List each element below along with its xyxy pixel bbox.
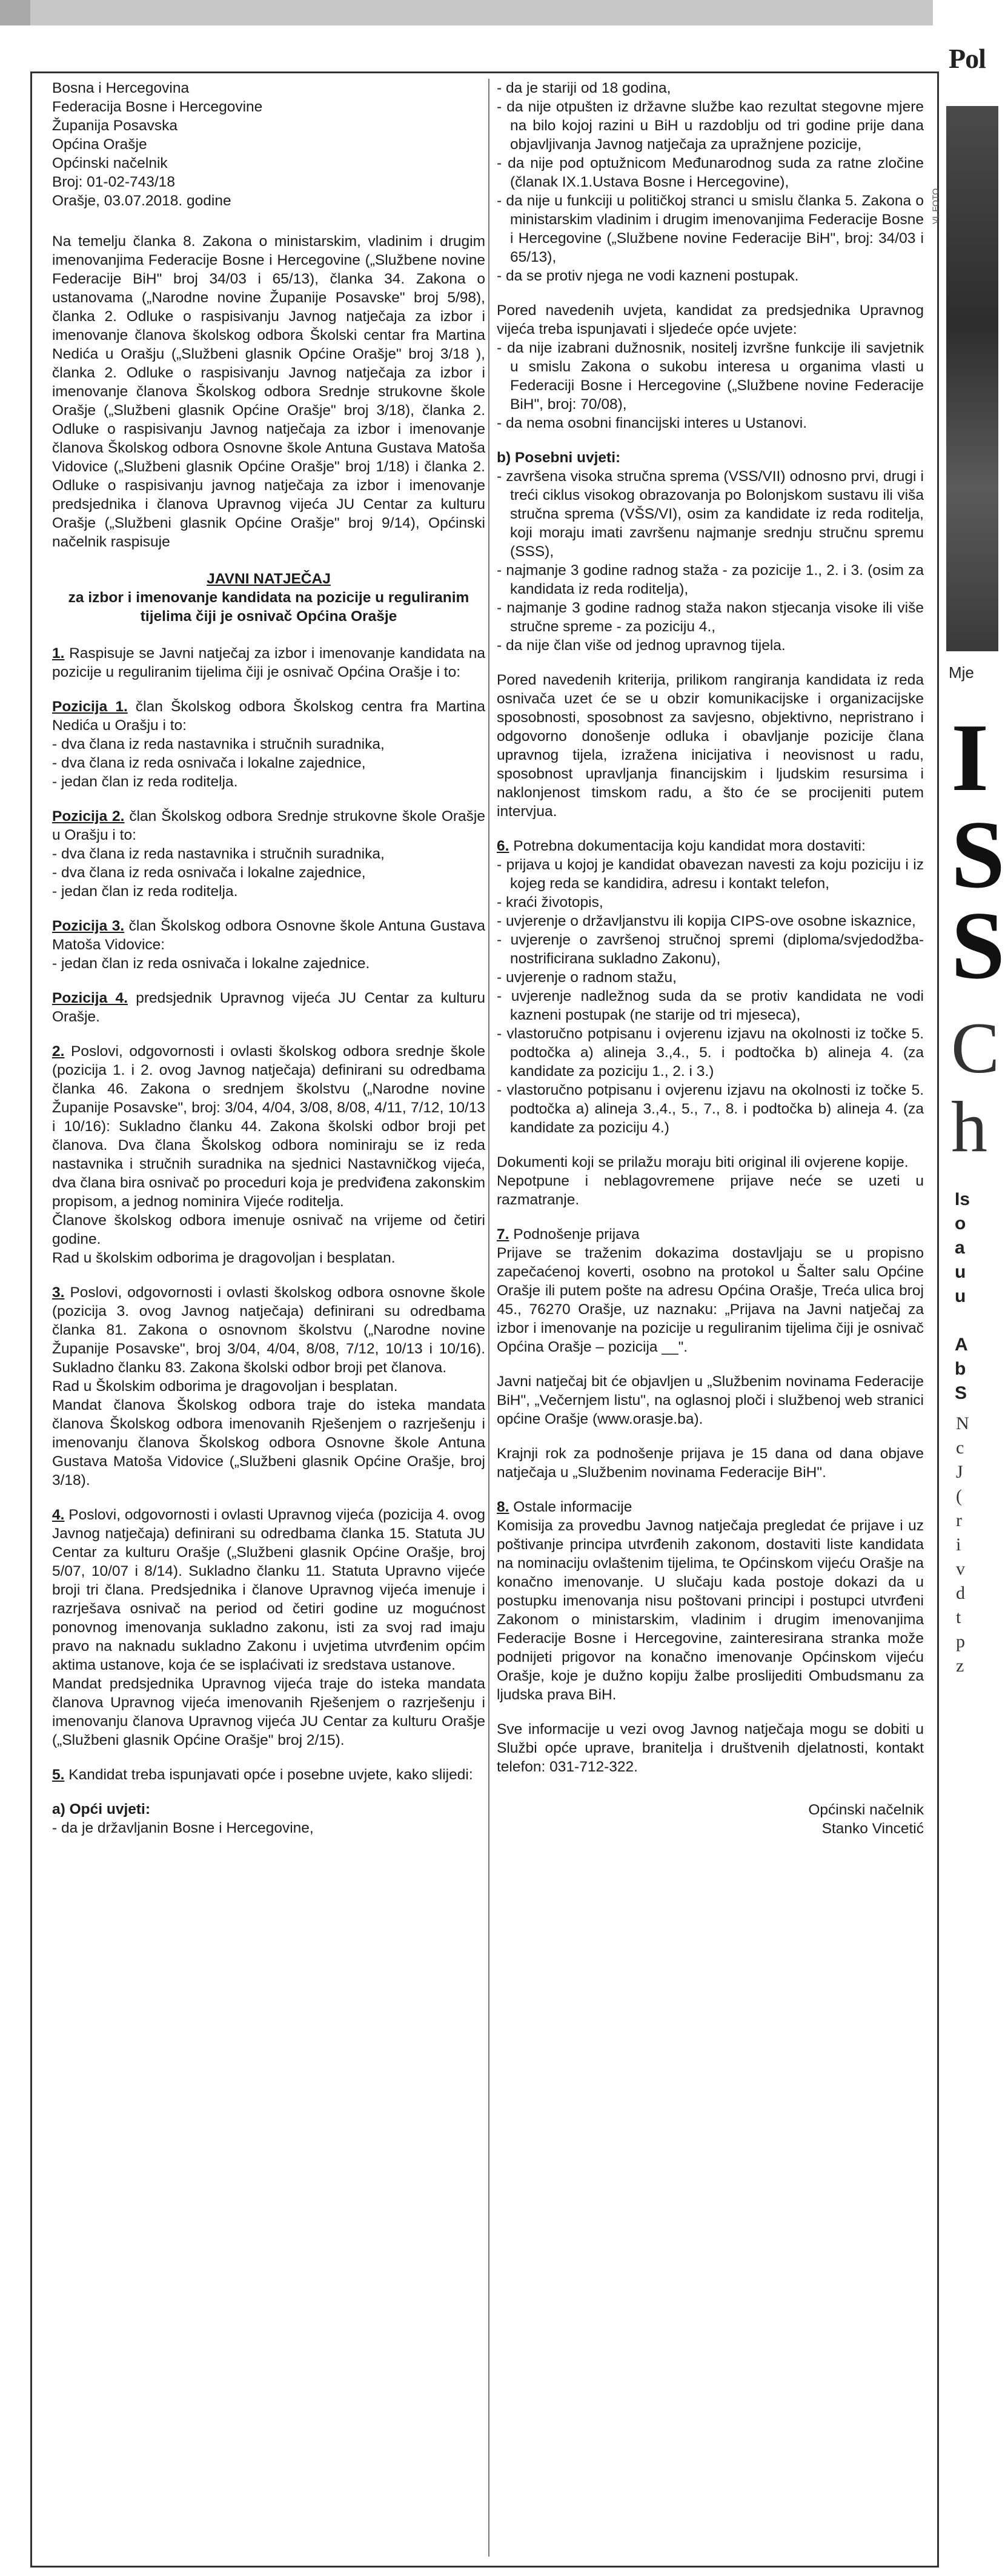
documents-note-2: Nepotpune i neblagovremene prijave neće se uzeti u razmatranje. — [497, 1173, 924, 1208]
section-text: Kandidat treba ispunjavati opće i posebne uvjete, kako slijedi: — [68, 1767, 473, 1783]
section-number: 1. — [52, 645, 65, 662]
section-1 — [52, 644, 485, 682]
photo-credit: VL FOTO — [930, 188, 940, 224]
position-label: Pozicija 1. — [52, 699, 128, 715]
byline-letters — [955, 1333, 968, 1406]
section-text: Poslovi, odgovornosti i ovlasti školskog odbora osnovne škole (pozicija 3. ovog Javnog natječaja) definirani su odredbama članka 81. Zakona o osnovnom školstvu („Narodne novine Županije Posavske", broj 3/04, 4/04, 8/08, 7/12, 10/13 i 10/16). Sukladno članku 83. Zakona školski odbor broji pet članova. — [52, 1284, 486, 1376]
position-label: Pozicija 3. — [52, 918, 125, 934]
section-number: 3. — [52, 1284, 65, 1301]
header-line: Federacija Bosne i Hercegovine — [52, 99, 263, 115]
body-letter: ( — [956, 1486, 962, 1506]
section-7-heading — [497, 1225, 924, 1244]
list-item: - da je državljanin Bosne i Hercegovine, — [52, 1819, 485, 1837]
header-line: Broj: 01-02-743/18 — [52, 174, 175, 190]
list-item: - jedan član iz reda osnivača i lokalne zajednice. — [52, 954, 485, 973]
section-4-p2: Mandat predsjednika Upravnog vijeća traje do isteka mandata članova Upravnog vijeća imenovanih Rješenjem o razrješenju i imenovanju članova Upravnog vijeća JU Centar za kulturu Orašje („Službeni glasnik Općine Orašje" broj 2/15). — [52, 1676, 485, 1748]
byline-letter: A — [955, 1335, 968, 1355]
adjacent-photo — [946, 106, 998, 651]
top-strip-dark — [0, 0, 30, 25]
section-text: Potrebna dokumentacija koju kandidat mora dostaviti: — [513, 838, 866, 854]
list-item: - da je stariji od 18 godina, — [497, 79, 924, 98]
title-main: JAVNI NATJEČAJ — [207, 571, 331, 587]
lead-letter: Is — [955, 1189, 970, 1209]
body-letters — [956, 1412, 969, 1678]
conflict-list — [497, 339, 924, 433]
section-4 — [52, 1505, 485, 1675]
section-title: Podnošenje prijava — [513, 1226, 640, 1243]
body-letter: p — [956, 1632, 965, 1651]
position-2 — [52, 807, 485, 845]
body-letter: t — [956, 1607, 961, 1627]
photo-caption: Mje — [949, 663, 974, 682]
header-line: Općinski načelnik — [52, 155, 168, 171]
list-item: - dva člana iz reda osnivača i lokalne zajednice, — [52, 863, 485, 882]
body-letter: N — [956, 1413, 969, 1433]
headline-letter: S — [951, 891, 1005, 999]
body-letter: c — [956, 1438, 964, 1458]
byline-letter: S — [955, 1383, 967, 1403]
list-item: - završena visoka stručna sprema (VSS/VII) odnosno prvi, drugi i treći ciklus visokog obrazovanja po Bolonjskom sustavu ili viša stručna sprema (VŠS/VI), osim za kandidate iz reda roditelja, koji moraju imati završenu najmanje srednju stručnu spremu (SSS), — [497, 467, 924, 561]
list-item: - da nije pod optužnicom Međunarodnog suda za ratne zločine (članak IX.1.Ustava Bosne i Hercegovine), — [497, 154, 924, 191]
adjacent-page-title: Pol — [949, 43, 986, 74]
lead-letter: u — [955, 1262, 966, 1282]
documents-list — [497, 855, 924, 1137]
section-7-p1: Prijave se traženim dokazima dostavljaju se u propisno zapečaćenoj koverti, osobno na protokol u Šalter salu Općine Orašje ili putem pošte na adresu Općina Orašje, Treća ulica broj 45., 76270 Orašje, uz naznaku: „Prijava na Javni natječaj za izbor i imenovanje na pozicije u reguliranim tijelima čiji je osnivač Općina Orašje – pozicija __". — [497, 1245, 924, 1355]
list-item: - prijava u kojoj je kandidat obavezan navesti za koju poziciju i iz kojeg reda se kandidira, adresu i kontakt telefon, — [497, 855, 924, 893]
right-column — [497, 79, 924, 1838]
list-item: - da nije član više od jednog upravnog tijela. — [497, 636, 924, 655]
list-item: - jedan član iz reda roditelja. — [52, 882, 485, 901]
list-item: - da nije u funkciji u političkoj stranci u smislu članka 5. Zakona o ministarskim vladinim i drugim imenovanjima Federacije Bosne i Hercegovine („Službene novine Federacije BiH", broj: 34/03 i 65/13), — [497, 191, 924, 267]
header-line: Orašje, 03.07.2018. godine — [52, 193, 231, 209]
list-item: - najmanje 3 godine radnog staža - za pozicije 1., 2. i 3. (osim za kandidata iz reda roditelja), — [497, 561, 924, 599]
position-label: Pozicija 4. — [52, 990, 128, 1006]
section-2 — [52, 1042, 485, 1211]
top-strip — [0, 0, 933, 25]
section-number: 6. — [497, 838, 509, 854]
subheadline-letter: C — [951, 1007, 1000, 1088]
signature-name: Stanko Vincetić — [821, 1821, 924, 1837]
signature-role: Općinski načelnik — [808, 1802, 924, 1818]
list-item: - dva člana iz reda osnivača i lokalne zajednice, — [52, 754, 485, 772]
section-2-p3: Rad u školskim odborima je dragovoljan i besplatan. — [52, 1250, 396, 1266]
list-item: - uvjerenje o državljanstvu ili kopija CIPS-ove osobne iskaznice, — [497, 912, 924, 931]
body-letter: J — [956, 1462, 963, 1482]
list-item: - dva člana iz reda nastavnika i stručnih suradnika, — [52, 845, 485, 863]
section-text: Raspisuje se Javni natječaj za izbor i imenovanje kandidata na pozicije u reguliranim tijelima čiji je osnivač Općina Orašje i to: — [52, 645, 485, 680]
list-item: - uvjerenje o završenoj stručnoj spremi (diploma/svjedodžba-nostrificirana sukladno Zakonu), — [497, 931, 924, 968]
section-2-p2: Članove školskog odbora imenuje osnivač na vrijeme od četiri godine. — [52, 1212, 485, 1247]
body-letter: d — [956, 1583, 965, 1603]
section-text: Poslovi, odgovornosti i ovlasti Upravnog vijeća (pozicija 4. ovog Javnog natječaja) definirani su odredbama članka 15. Statuta JU Centar za kulturu Orašje („Službeni glasnik Općine Orašje, broj 5/07, 10/07 i 8/14). Sukladno članku 11. Statuta Upravno vijeće broji tri člana. Predsjednika i članove Upravnog vijeća imenuje i razrješava osnivač na period od četiri godine uz mogućnost ponovnog imenovanja sukladno zakonu, isti za svoj rad imaju pravo na naknadu sukladno Zakonu i uvjetima utvrđenim općim aktima ustanove, koja će se isplaćivati iz sredstava ustanove. — [52, 1507, 485, 1673]
body-letter: v — [956, 1559, 965, 1579]
headline-letter: S — [951, 800, 1005, 908]
position-3-list — [52, 954, 485, 973]
body-letter: i — [956, 1535, 961, 1555]
signature-block — [497, 1801, 924, 1838]
lead-letter: o — [955, 1213, 966, 1233]
title-sub: za izbor i imenovanje kandidata na pozicije u reguliranim tijelima čiji je osnivač Općina Orašje — [68, 589, 469, 625]
body-letter: r — [956, 1510, 962, 1530]
position-4 — [52, 989, 485, 1026]
header-line: Općina Orašje — [52, 136, 147, 153]
position-1-list — [52, 735, 485, 791]
intro-paragraph: Na temelju članka 8. Zakona o ministarskim, vladinim i drugim imenovanjima Federacije Bosne i Hercegovine („Službene novine Federacije BiH" broj 34/03 i 65/13), članka 34. Zakona o ustanovama („Narodne novine Županije Posavske" broj 5/98), članka 2. Odluke o raspisivanju Javnog natječaja za izbor i imenovanje članova školskog odbora Školski centar fra Martina Nedića u Orašju („Službeni glasnik Općine Orašje" broj 3/18 ), članka 2. Odluke o raspisivanju Javnog natječaja za izbor i imenovanje članova Školskog odbora Srednje strukovne škole Orašje („Službeni glasnik Općine Orašje" broj 3/18), članka 2. Odluke o raspisivanju Javnog natječaja za izbor i imenovanje članova Školskog odbora Osnovne škole Antuna Gustava Matoša Vidovice („Službeni glasnik Općine Orašje" broj 1/18) i članka 2. Odluke o raspisivanju javnog natječaja za izbor i imenovanje predsjednika i članova Upravnog vijeća JU Centar za kulturu Orašje („Službeni glasnik Općine Orašje" broj 9/14), Općinski načelnik raspisuje — [52, 233, 485, 550]
byline-letter: b — [955, 1359, 966, 1379]
section-3-p2: Rad u Školskim odborima je dragovoljan i besplatan. — [52, 1378, 398, 1395]
section-number: 2. — [52, 1043, 65, 1060]
section-number: 4. — [52, 1507, 65, 1523]
position-3 — [52, 917, 485, 954]
lead-letters — [955, 1187, 970, 1309]
position-text: član Školskog odbora Srednje strukovne škole Orašje u Orašju i to: — [52, 808, 486, 843]
section-number: 7. — [497, 1226, 509, 1243]
position-1 — [52, 697, 485, 735]
section-7-p2: Javni natječaj bit će objavljen u „Službenim novinama Federacije BiH", „Večernjem listu", na oglasnoj ploči i službenoj web stranici općine Orašje (www.orasje.ba). — [497, 1373, 924, 1427]
conflict-intro: Pored navedenih uvjeta, kandidat za predsjednika Upravnog vijeća treba ispunjavati i sljedeće opće uvjete: — [497, 302, 924, 337]
general-conditions-list-start — [52, 1819, 485, 1837]
position-text: član Školskog odbora Osnovne škole Antuna Gustava Matoša Vidovice: — [52, 918, 486, 953]
list-item: - uvjerenje nadležnog suda da se protiv kandidata ne vodi kazneni postupak (ne starije od tri mjeseca), — [497, 987, 924, 1024]
header-line: Županija Posavska — [52, 118, 178, 134]
notice-title — [52, 569, 485, 626]
documents-note-1: Dokumenti koji se prilažu moraju biti original ili ovjerene kopije. — [497, 1154, 909, 1170]
issuer-header — [52, 79, 485, 210]
section-number: 5. — [52, 1767, 65, 1783]
special-conditions-label: b) Posebni uvjeti: — [497, 450, 621, 466]
general-conditions-list-cont — [497, 79, 924, 285]
section-number: 8. — [497, 1499, 509, 1515]
section-6 — [497, 837, 924, 855]
criteria-paragraph: Pored navedenih kriterija, prilikom rangiranja kandidata iz reda osnivača uzet će se u obzir komunikacijske i organizacijske sposobnosti, sposobnost za savjesno, objektivno, nepristrano i odgovorno donošenje odluka i obavljanje pozicije člana upravnog tijela, izražena inicijativa i neovisnost u radu, sposobnost upravljanja financijskim i ljudskim resursima i naklonjenost timskom radu, a što će se procijeniti putem intervjua. — [497, 672, 924, 820]
section-8-heading — [497, 1498, 924, 1516]
column-divider — [488, 79, 489, 2557]
list-item: - da nije izabrani dužnosnik, nositelj izvršne funkcije ili savjetnik u smislu Zakona o sukobu interesa u organima vlasti u Federaciji Bosne i Hercegovine („Službene novine Federacije BiH", broj: 70/08), — [497, 339, 924, 414]
section-5 — [52, 1765, 485, 1784]
list-item: - da nema osobni financijski interes u Ustanovi. — [497, 414, 924, 433]
section-3-p3: Mandat članova Školskog odbora traje do isteka mandata članova Školskog odbora imenovanih Rješenjem o razrješenju i imenovanju članova Školskog odbora Osnovne škole Antuna Gustava Matoša Vidovice („Službeni glasnik Općine Orašje, broj 3/18). — [52, 1397, 485, 1489]
section-8-p1: Komisija za provedbu Javnog natječaja pregledat će prijave i uz poštivanje principa utvrđenih zakonom, dostaviti liste kandidata na nominaciju ovlaštenim tijelima, te Općinskom vijeću Orašje na konačno imenovanje. U slučaju kada postoje dokazi da u postupku imenovanja nisu poštovani principi i postupci utvrđeni Zakonom o ministarskim, vladinim i drugim imenovanjima Federacije Bosne i Hercegovine, zainteresirana stranka može podnijeti prigovor na konačno imenovanje Općinskom vijeću Orašje, koje je dužno kopiju žalbe proslijediti Ombudsmanu za ljudska prava BiH. — [497, 1518, 924, 1703]
left-column — [52, 79, 485, 1853]
section-8-p2: Sve informacije u vezi ovog Javnog natječaja mogu se dobiti u Službi opće uprave, branitelja i društvenih djelatnosti, kontakt telefon: 031-712-322. — [497, 1721, 924, 1775]
list-item: - da se protiv njega ne vodi kazneni postupak. — [497, 267, 924, 285]
general-conditions-label: a) Opći uvjeti: — [52, 1801, 151, 1817]
header-line: Bosna i Hercegovina — [52, 80, 190, 96]
list-item: - vlastoručno potpisanu i ovjerenu izjavu na okolnosti iz točke 5. podtočka a) alineja 3.,4., 5. i podtočka b) alineja 4. (za kandidate za poziciju 1., 2. i 3.) — [497, 1024, 924, 1081]
position-text: član Školskog odbora Školskog centra fra Martina Nedića u Orašju i to: — [52, 699, 486, 734]
position-text: predsjednik Upravnog vijeća JU Centar za kulturu Orašje. — [52, 990, 486, 1025]
list-item: - da nije otpušten iz državne službe kao rezultat stegovne mjere na bilo kojoj razini u BiH u razdoblju od tri godine prije dana objavljivanja Javnog natječaja za upražnjene pozicije, — [497, 98, 924, 154]
body-letter: z — [956, 1656, 964, 1676]
position-label: Pozicija 2. — [52, 808, 125, 825]
list-item: - jedan član iz reda roditelja. — [52, 772, 485, 791]
list-item: - uvjerenje o radnom stažu, — [497, 968, 924, 987]
subheadline-letter: h — [951, 1086, 987, 1167]
lead-letter: a — [955, 1238, 965, 1258]
section-7-p3: Krajnji rok za podnošenje prijava je 15 dana od dana objave natječaja u „Službenim novinama Federacije BiH". — [497, 1446, 924, 1481]
section-title: Ostale informacije — [513, 1499, 632, 1515]
section-text: Poslovi, odgovornosti i ovlasti školskog odbora srednje škole (pozicija 1. i 2. ovog Javnog natječaja) definirani su odredbama članka 46. Zakona o srednjem školstvu („Narodne novine Županije Posavske", broj: 3/04, 4/04, 3/08, 8/08, 4/11, 7/12, 10/13 i 10/16): Sukladno članku 44. Zakona školski odbor broji pet članova. Dva člana Školskog odbora nominiraju se iz reda nastavnika i stručnih suradnika na sjednici Nastavničkog vijeća, dva člana bira osnivač po proceduri koja je predviđena zakonskim propisom, a jednog nominira Vijeće roditelja. — [52, 1043, 485, 1210]
special-conditions-list — [497, 467, 924, 655]
lead-letter: u — [955, 1286, 966, 1306]
section-3 — [52, 1283, 485, 1377]
position-2-list — [52, 845, 485, 901]
list-item: - dva člana iz reda nastavnika i stručnih suradnika, — [52, 735, 485, 754]
headline-letter: I — [951, 703, 989, 811]
list-item: - vlastoručno potpisanu i ovjerenu izjavu na okolnosti iz točke 5. podtočka a) alineja 3.,4., 5., 7., 8. i podtočka b) alineja 4. (za kandidate za poziciju 4.) — [497, 1081, 924, 1137]
list-item: - najmanje 3 godine radnog staža nakon stjecanja visoke ili više stručne spreme - za poziciju 4., — [497, 599, 924, 636]
list-item: - kraći životopis, — [497, 893, 924, 912]
